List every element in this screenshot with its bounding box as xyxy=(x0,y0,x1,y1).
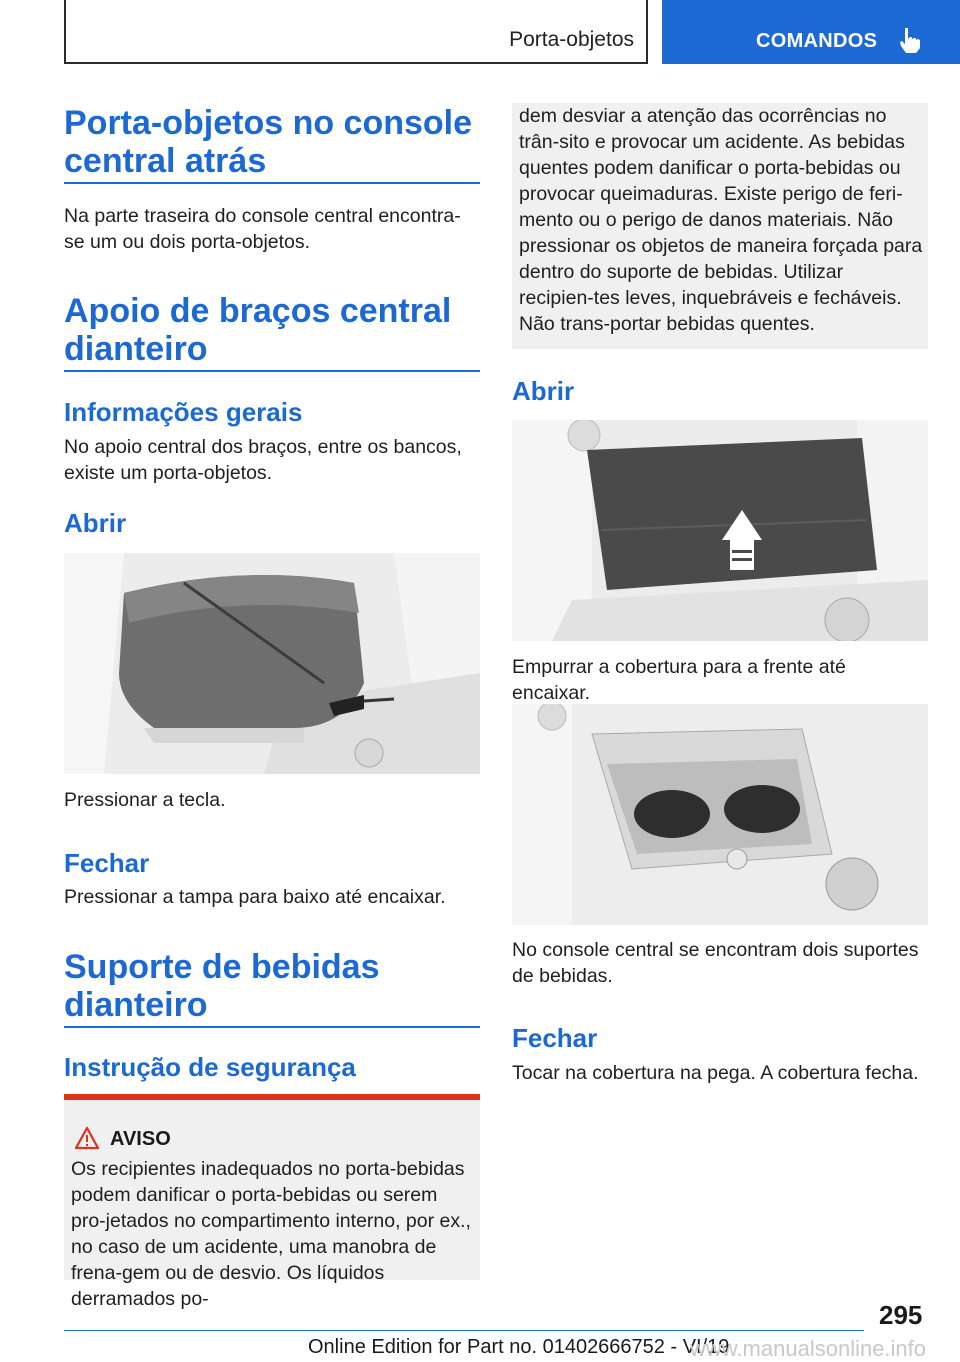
caption-press-button: Pressionar a tecla. xyxy=(64,789,226,811)
subheading-safety: Instrução de segurança xyxy=(64,1052,356,1082)
heading-rule xyxy=(64,182,480,184)
header-chapter-title: COMANDOS xyxy=(756,30,878,52)
subheading-open-cupholder: Abrir xyxy=(512,376,575,406)
footer-edition: Online Edition for Part no. 01402666752 - VI/19 xyxy=(308,1336,730,1358)
warning-text: Os recipientes inadequados no porta-bebidas podem danificar o porta-bebidas ou serem pro-jetados no compartimento interno, por ex., no caso de um acidente, uma manobra de frena-gem ou de desvio. Os líquidos derramados po- xyxy=(71,1158,471,1310)
warning-text-continued: dem desviar a atenção das ocorrências no trân-sito e provocar um acidente. As bebidas quentes podem danificar o porta-bebidas ou provocar queimaduras. Existe perigo de feri-mento ou o perigo de danos materiais. Não pressionar os objetos de maneira forçada para dentro do suporte de bebidas. Utilizar recipien-tes leves, inquebráveis e fecháveis. Não trans-portar bebidas quentes. xyxy=(519,105,923,335)
heading-cupholder: Suporte de bebidas dianteiro xyxy=(64,948,380,1024)
warning-box-continued xyxy=(512,103,928,349)
subheading-close-cupholder: Fechar xyxy=(512,1023,598,1053)
footer-rule xyxy=(64,1330,864,1331)
warning-box xyxy=(64,1100,480,1310)
cupholders-open-illustration xyxy=(512,704,928,925)
page-number: 295 xyxy=(879,1300,923,1330)
cupholder-cover-illustration xyxy=(512,420,928,641)
text-general-info: No apoio central dos braços, entre os bancos, existe um porta-objetos. xyxy=(64,436,462,484)
header-section-title: Porta-objetos xyxy=(509,28,634,51)
watermark: www.manualsonline.info xyxy=(690,1336,927,1361)
text-close-armrest: Pressionar a tampa para baixo até encaixar. xyxy=(64,886,446,908)
armrest-illustration xyxy=(64,553,480,774)
heading-rule xyxy=(64,370,480,372)
text-close-cupholder: Tocar na cobertura na pega. A cobertura fecha. xyxy=(512,1062,919,1084)
subheading-general-info: Informações gerais xyxy=(64,397,303,427)
warning-label: AVISO xyxy=(110,1128,171,1150)
heading-rule xyxy=(64,1026,480,1028)
heading-console-rear: Porta-objetos no console central atrás xyxy=(64,104,473,180)
pointing-hand-icon xyxy=(896,26,924,54)
header-section-box xyxy=(64,0,648,64)
heading-armrest: Apoio de braços central dianteiro xyxy=(64,292,452,368)
warning-triangle-icon xyxy=(74,1126,100,1150)
subheading-open: Abrir xyxy=(64,508,127,538)
caption-push-cover: Empurrar a cobertura para a frente até encaixar. xyxy=(512,656,846,704)
caption-two-cupholders: No console central se encontram dois suportes de bebidas. xyxy=(512,939,919,987)
subheading-close: Fechar xyxy=(64,848,150,878)
text-console-rear: Na parte traseira do console central encontra-se um ou dois porta-objetos. xyxy=(64,205,461,253)
